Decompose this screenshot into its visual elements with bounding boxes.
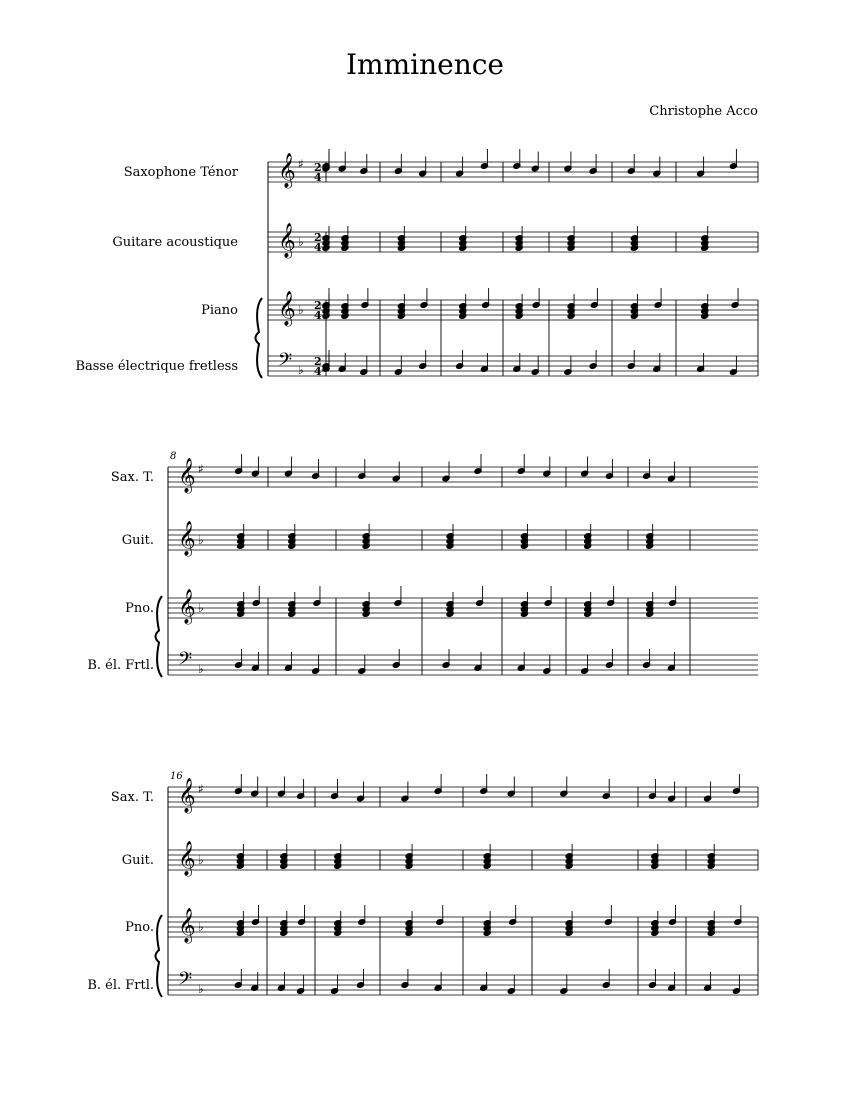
sharp-icon: ♯: [198, 782, 204, 796]
time-signature: 4: [314, 309, 322, 322]
treble-clef-icon: 𝄞: [178, 589, 196, 624]
composer-name: Christophe Acco: [649, 104, 758, 119]
instrument-label: Pno.: [125, 601, 154, 616]
treble-clef-icon: 𝄞: [178, 521, 196, 556]
piano-brace: [256, 298, 263, 378]
system-2: [87, 451, 758, 677]
sharp-icon: ♯: [298, 157, 304, 171]
time-signature: 4: [314, 171, 322, 184]
time-signature: 2: [314, 231, 322, 244]
treble-clef-icon: 𝄞: [278, 223, 296, 258]
sharp-icon: ♯: [198, 462, 204, 476]
time-signature: 4: [314, 241, 322, 254]
piano-brace: [156, 596, 163, 677]
instrument-label: Pno.: [125, 920, 154, 935]
instrument-label: B. él. Frtl.: [87, 978, 154, 993]
flat-icon: ♭: [198, 982, 204, 996]
system-3: [87, 771, 758, 997]
system-1: [75, 149, 758, 378]
measure-number: 16: [170, 771, 183, 782]
instrument-label: Guit.: [121, 853, 154, 868]
flat-icon: ♭: [198, 920, 204, 934]
treble-clef-icon: 𝄞: [278, 153, 296, 188]
treble-clef-icon: 𝄞: [178, 841, 196, 876]
instrument-label: Basse électrique fretless: [75, 359, 238, 374]
measure-number: 8: [170, 451, 177, 462]
flat-icon: ♭: [198, 533, 204, 547]
flat-icon: ♭: [198, 601, 204, 615]
treble-clef-icon: 𝄞: [278, 291, 296, 326]
flat-icon: ♭: [298, 303, 304, 317]
treble-clef-icon: 𝄞: [178, 458, 196, 493]
time-signature: 2: [314, 161, 322, 174]
time-signature: 2: [314, 355, 322, 368]
treble-clef-icon: 𝄞: [178, 908, 196, 943]
instrument-label: Guitare acoustique: [112, 235, 238, 250]
instrument-label: B. él. Frtl.: [87, 658, 154, 673]
bass-clef-icon: 𝄢: [278, 350, 293, 375]
score-title: Imminence: [345, 48, 504, 81]
treble-clef-icon: 𝄞: [178, 778, 196, 813]
piano-brace: [156, 915, 163, 997]
bass-clef-icon: 𝄢: [178, 649, 193, 674]
bass-clef-icon: 𝄢: [178, 969, 193, 994]
time-signature: 2: [314, 299, 322, 312]
instrument-label: Guit.: [121, 533, 154, 548]
flat-icon: ♭: [298, 363, 304, 377]
instrument-label: Saxophone Ténor: [123, 165, 238, 180]
instrument-label: Sax. T.: [110, 790, 154, 805]
flat-icon: ♭: [198, 662, 204, 676]
time-signature: 4: [314, 365, 322, 378]
instrument-label: Piano: [201, 303, 238, 318]
flat-icon: ♭: [298, 235, 304, 249]
instrument-label: Sax. T.: [110, 470, 154, 485]
flat-icon: ♭: [198, 853, 204, 867]
